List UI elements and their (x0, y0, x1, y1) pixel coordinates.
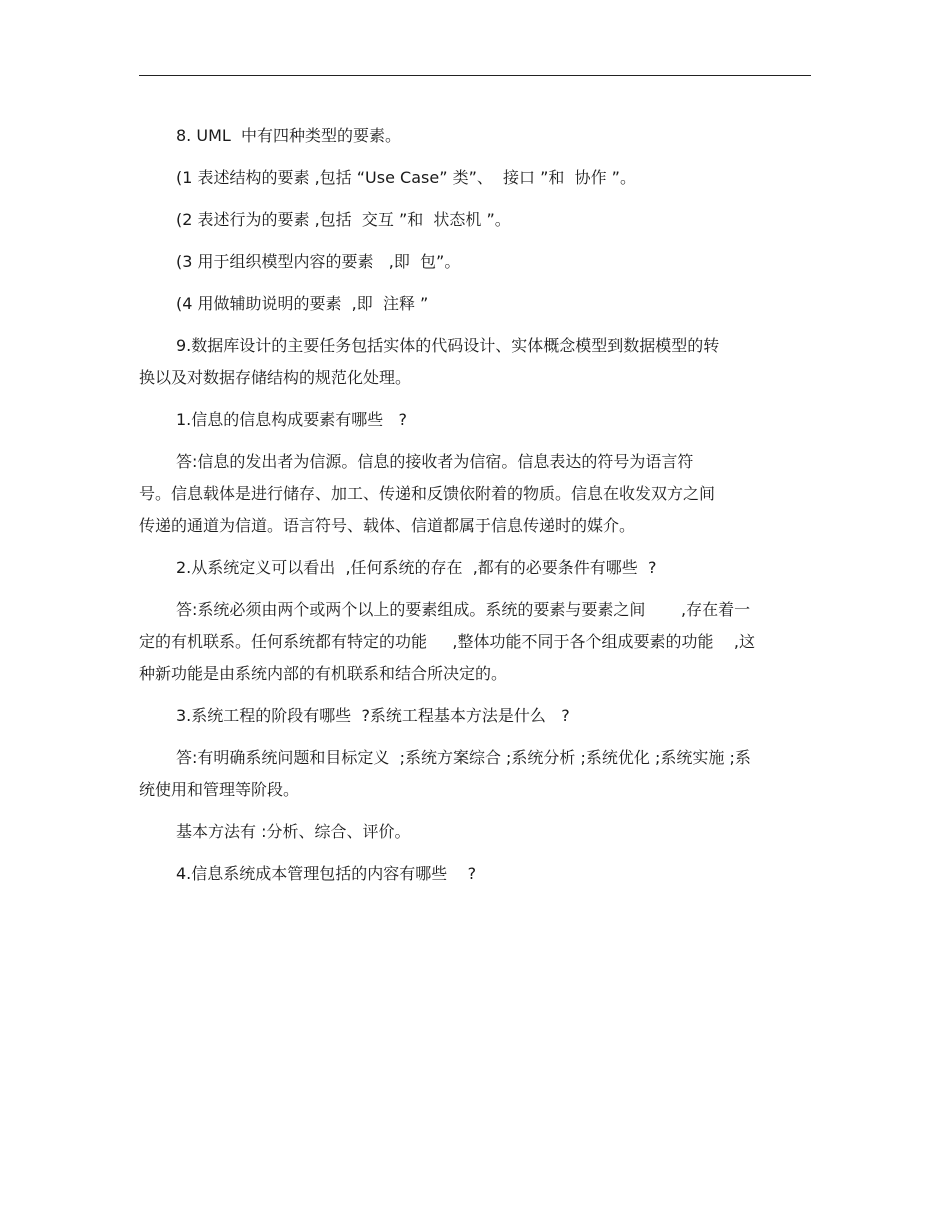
text-line: 换以及对数据存储结构的规范化处理。 (139, 368, 412, 387)
text-line: 统使用和管理等阶段。 (139, 780, 300, 799)
text-line: 答:有明确系统问题和目标定义 ;系统方案综合 ;系统分析 ;系统优化 ;系统实施 ;系 (176, 748, 751, 767)
text-line: 2.从系统定义可以看出 ,任何系统的存在 ,都有的必要条件有哪些 ? (176, 558, 657, 577)
text-line: 传递的通道为信道。语言符号、载体、信道都属于信息传递时的媒介。 (139, 516, 636, 535)
text-line: 8. UML 中有四种类型的要素。 (176, 126, 401, 145)
text-line: 种新功能是由系统内部的有机联系和结合所决定的。 (139, 664, 508, 683)
text-line: 号。信息载体是进行储存、加工、传递和反馈依附着的物质。信息在收发双方之间 (139, 484, 716, 503)
text-line: (1 表述结构的要素 ,包括 “Use Case” 类”、 接口 ”和 协作 ”。 (176, 168, 636, 187)
text-line: 答:系统必须由两个或两个以上的要素组成。系统的要素与要素之间 ,存在着一 (176, 600, 751, 619)
text-line: 3.系统工程的阶段有哪些 ?系统工程基本方法是什么 ? (176, 706, 570, 725)
text-line: 9.数据库设计的主要任务包括实体的代码设计、实体概念模型到数据模型的转 (176, 336, 720, 355)
text-line: 定的有机联系。任何系统都有特定的功能 ,整体功能不同于各个组成要素的功能 ,这 (139, 632, 755, 651)
header-rule (139, 75, 811, 76)
text-line: 1.信息的信息构成要素有哪些 ? (176, 410, 408, 429)
text-line: 答:信息的发出者为信源。信息的接收者为信宿。信息表达的符号为语言符 (176, 452, 694, 471)
text-line: 基本方法有 :分析、综合、评价。 (176, 822, 411, 841)
document-body (139, 120, 811, 900)
text-line: 4.信息系统成本管理包括的内容有哪些 ? (176, 864, 477, 883)
text-line: (4 用做辅助说明的要素 ,即 注释 ” (176, 294, 429, 313)
text-line: (2 表述行为的要素 ,包括 交互 ”和 状态机 ”。 (176, 210, 511, 229)
text-line: (3 用于组织模型内容的要素 ,即 包”。 (176, 252, 461, 271)
